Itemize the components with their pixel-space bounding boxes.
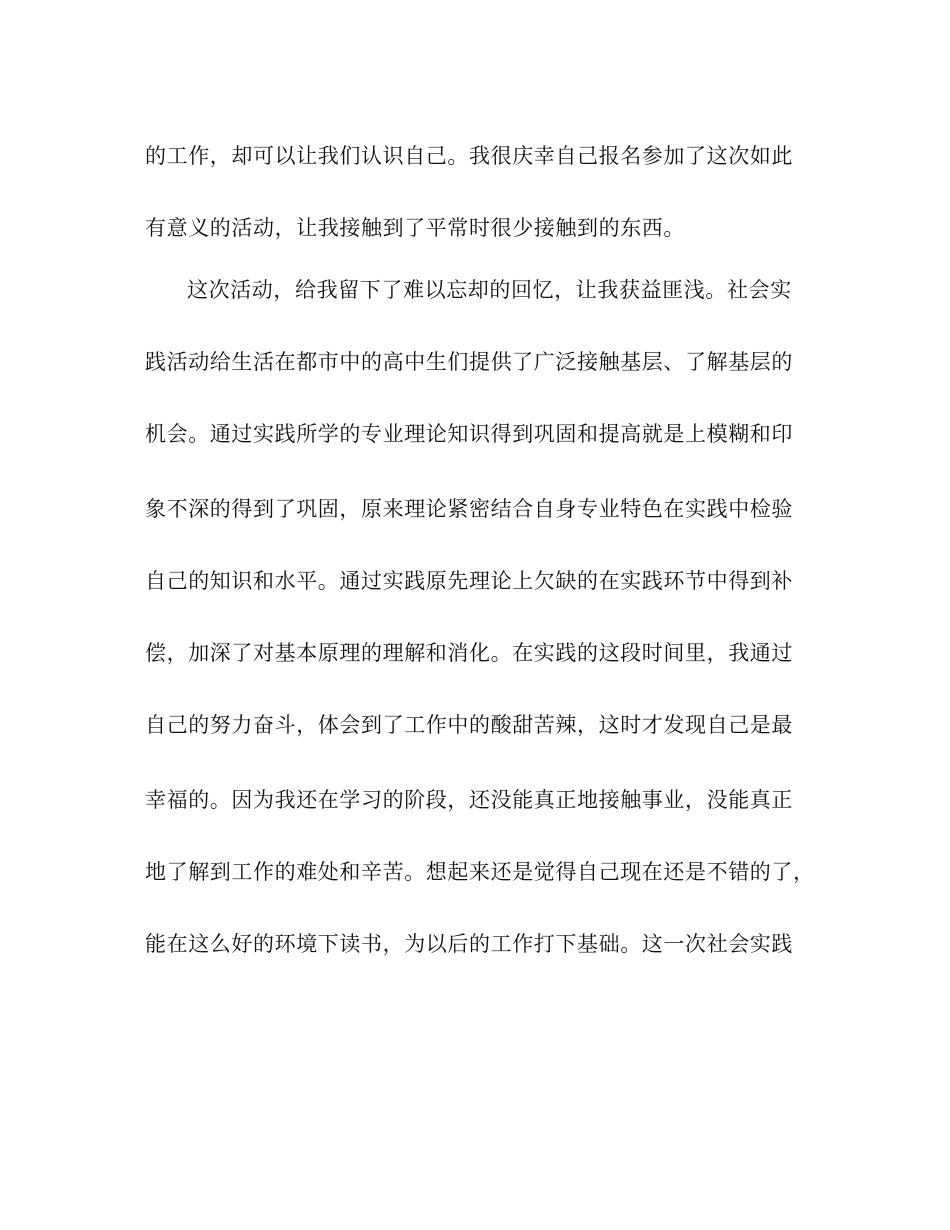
paragraph-start-line: 这次活动，给我留下了难以忘却的回忆，让我获益匪浅。社会实 [187,278,792,302]
text-line: 地了解到工作的难处和辛苦。想起来还是觉得自己现在还是不错的了， [145,860,815,884]
text-line: 自己的努力奋斗，体会到了工作中的酸甜苦辣，这时才发现自己是最 [145,713,793,737]
text-line: 幸福的。因为我还在学习的阶段，还没能真正地接触事业，没能真正 [145,788,793,812]
text-line: 象不深的得到了巩固，原来理论紧密结合自身专业特色在实践中检验 [145,497,793,521]
text-line: 自己的知识和水平。通过实践原先理论上欠缺的在实践环节中得到补 [145,569,793,593]
text-line: 能在这么好的环境下读书，为以后的工作打下基础。这一次社会实践 [145,932,793,956]
text-line: 机会。通过实践所学的专业理论知识得到巩固和提高就是上模糊和印 [145,422,793,446]
text-line: 有意义的活动，让我接触到了平常时很少接触到的东西。 [145,216,685,240]
text-line: 偿，加深了对基本原理的理解和消化。在实践的这段时间里，我通过 [145,641,793,665]
text-line: 践活动给生活在都市中的高中生们提供了广泛接触基层、了解基层的 [145,350,793,374]
text-line: 的工作，却可以让我们认识自己。我很庆幸自己报名参加了这次如此 [145,144,793,168]
